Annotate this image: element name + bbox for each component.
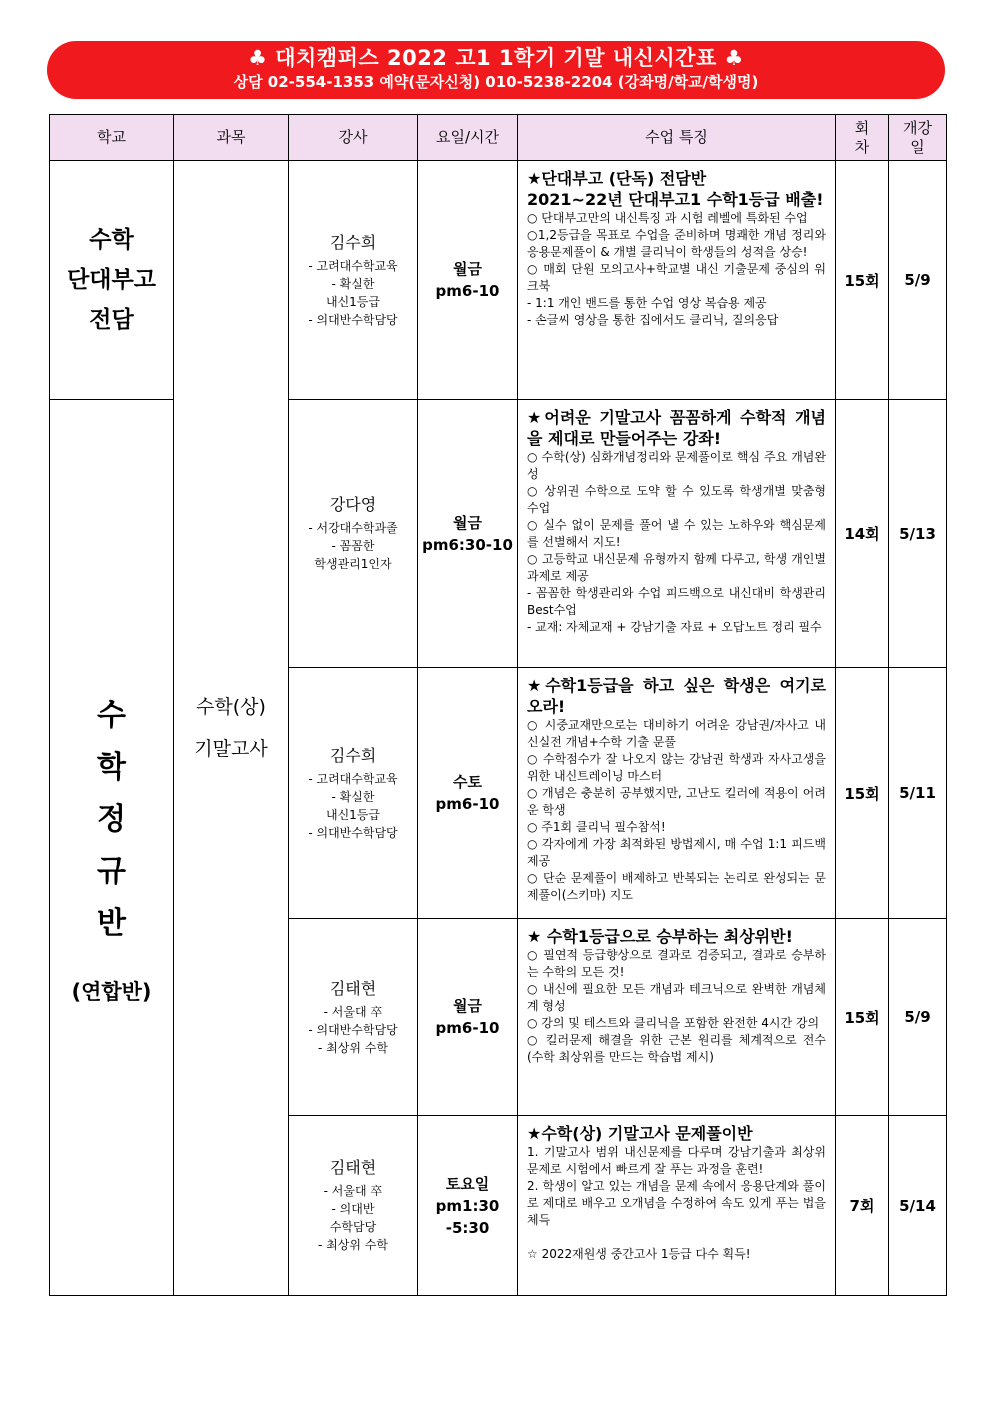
teacher-info: - 최상위 수학 [318, 1040, 388, 1055]
feature-line: 1. 기말고사 범위 내신문제를 다루며 강남기출과 최상위 문제로 시험에서 빠르게 잘 푸는 과정을 훈련! [527, 1145, 826, 1176]
start-date: 5/9 [889, 161, 947, 400]
feature-line: ○ 단순 문제풀이 배제하고 반복되는 논리로 완성되는 문제풀이(스키마) 지도 [527, 871, 826, 902]
school-line: 단대부고 [67, 267, 156, 293]
feature-line: - 손글씨 영상을 통한 집에서도 클리닉, 질의응답 [527, 313, 779, 327]
col-header-school: 학교 [50, 115, 174, 161]
start-date: 5/14 [889, 1116, 947, 1296]
feature-headline: ★어려운 기말고사 꼼꼼하게 수학적 개념을 제대로 만들어주는 강좌! [527, 408, 826, 448]
page-title: ♣ 대치캠퍼스 2022 고1 1학기 기말 내신시간표 ♣ [248, 46, 744, 70]
feature-line: ○ 강의 및 테스트와 클리닉을 포함한 완전한 4시간 강의 [527, 1016, 820, 1030]
features-cell [518, 1116, 836, 1296]
start-date: 5/13 [889, 400, 947, 668]
teacher-info: - 꼼꼼한 [331, 539, 375, 553]
school-char: 규 [97, 853, 126, 889]
feature-line: ○1,2등급을 목표로 수업을 준비하며 명쾌한 개념 정리와 응용문제풀이 & 개별 클리닉이 학생들의 성적을 상승! [527, 228, 826, 259]
teacher-name: 김태현 [329, 978, 377, 998]
teacher-name: 김수희 [329, 745, 377, 765]
time-hours: -5:30 [445, 1218, 490, 1237]
teacher-info: 수학담당 [329, 1220, 377, 1234]
feature-line [527, 1229, 826, 1246]
time-day: 월금 [453, 260, 482, 278]
col-header-features: 수업 특징 [518, 115, 836, 161]
feature-line: ○ 실수 없이 문제를 풀어 낼 수 있는 노하우와 핵심문제를 선별해서 지도! [527, 518, 826, 549]
school-line: 수학 [89, 227, 134, 253]
teacher-info: - 고려대수학교육 [308, 771, 398, 786]
contact-info: 상담 02-554-1353 예약(문자신청) 010-5238-2204 (강좌명/학교/학생명) [233, 73, 759, 91]
school-sub: (연합반) [71, 979, 152, 1004]
table-row [50, 161, 947, 400]
feature-line: - 꼼꼼한 학생관리와 수업 피드백으로 내신대비 학생관리 Best수업 [527, 586, 826, 617]
session-count: 15회 [836, 919, 889, 1116]
col-header-subject: 과목 [174, 115, 289, 161]
teacher-info: - 의대반 [331, 1202, 375, 1216]
feature-line: - 교재: 자체교재 + 강남기출 자료 + 오답노트 정리 필수 [527, 620, 822, 634]
time-hours: pm6-10 [435, 795, 500, 813]
features-cell [518, 161, 836, 400]
time-hours: pm6-10 [435, 282, 500, 300]
feature-headline: ★수학1등급을 하고 싶은 학생은 여기로 오라! [527, 676, 826, 716]
teacher-info: 내신1등급 [325, 807, 380, 822]
teacher-name: 김수희 [329, 232, 377, 252]
feature-line: ☆ 2022재원생 중간고사 1등급 다수 획득! [527, 1247, 751, 1261]
feature-line: ○ 매회 단원 모의고사+학교별 내신 기출문제 중심의 워크북 [527, 262, 826, 293]
feature-line: ○ 상위권 수학으로 도약 할 수 있도록 학생개별 맞춤형 수업 [527, 484, 826, 515]
teacher-cell [289, 161, 418, 400]
time-cell [418, 400, 518, 668]
session-count: 14회 [836, 400, 889, 668]
teacher-info: - 최상위 수학 [318, 1238, 388, 1252]
teacher-info: - 의대반수학담당 [308, 312, 398, 327]
feature-line: ○ 수학(상) 심화개념정리와 문제풀이로 핵심 주요 개념완성 [527, 450, 826, 481]
school-cell-dandae [50, 161, 174, 400]
school-char: 반 [97, 905, 126, 941]
col-header-count: 회 차 [836, 115, 889, 161]
school-char: 학 [97, 749, 126, 785]
features-cell [518, 400, 836, 668]
feature-line: - 1:1 개인 밴드를 통한 수업 영상 복습용 제공 [527, 296, 767, 310]
teacher-info: 내신1등급 [325, 294, 380, 309]
time-day: 월금 [453, 997, 482, 1015]
teacher-info: - 확실한 [331, 276, 375, 291]
time-hours: pm1:30 [435, 1196, 500, 1215]
feature-line: ○ 주1회 클리닉 필수참석! [527, 820, 666, 834]
teacher-info: - 의대반수학담당 [308, 825, 398, 840]
feature-line: ○ 개념은 충분히 공부했지만, 고난도 킬러에 적용이 어려운 학생 [527, 786, 826, 817]
time-day: 토요일 [445, 1174, 490, 1193]
features-cell [518, 668, 836, 919]
feature-line: ○ 단대부고만의 내신특징 과 시험 레벨에 특화된 수업 [527, 211, 808, 225]
start-date: 5/9 [889, 919, 947, 1116]
feature-line: 2. 학생이 알고 있는 개념을 문제 속에서 응용단계와 풀이로 제대로 배우고 오개념을 수정하여 속도 있게 푸는 법을 체득 [527, 1179, 826, 1227]
time-cell [418, 161, 518, 400]
time-cell [418, 919, 518, 1116]
title-banner [47, 41, 945, 99]
teacher-cell [289, 668, 418, 919]
teacher-info: - 확실한 [331, 789, 375, 804]
teacher-info: - 서울대 卒 [323, 1184, 383, 1198]
teacher-cell [289, 400, 418, 668]
time-hours: pm6-10 [435, 1019, 500, 1037]
teacher-info: - 서울대 卒 [323, 1004, 383, 1019]
session-count: 7회 [836, 1116, 889, 1296]
teacher-cell [289, 1116, 418, 1296]
feature-headline: ★수학(상) 기말고사 문제풀이반 [527, 1124, 753, 1143]
schedule-table [49, 114, 947, 1296]
col-header-open: 개강 일 [889, 115, 947, 161]
feature-line: ○ 시중교재만으로는 대비하기 어려운 강남권/자사고 내신실전 개념+수학 기출 문풀 [527, 718, 826, 749]
teacher-name: 김태현 [329, 1158, 377, 1177]
school-line: 전담 [89, 307, 134, 333]
time-cell [418, 668, 518, 919]
features-cell [518, 919, 836, 1116]
start-date: 5/11 [889, 668, 947, 919]
subject-line: 수학(상) [196, 696, 266, 718]
feature-line: ○ 각자에게 가장 최적화된 방법제시, 매 수업 1:1 피드백 제공 [527, 837, 826, 868]
school-char: 정 [97, 801, 126, 837]
time-hours: pm6:30-10 [422, 535, 513, 554]
time-day: 수토 [453, 773, 482, 791]
feature-line: ○ 고등학교 내신문제 유형까지 함께 다루고, 학생 개인별 과제로 제공 [527, 552, 826, 583]
teacher-info: - 고려대수학교육 [308, 258, 398, 273]
feature-headline: ★ 수학1등급으로 승부하는 최상위반! [527, 927, 793, 946]
session-count: 15회 [836, 161, 889, 400]
feature-line: ○ 킬러문제 해결을 위한 근본 원리를 체계적으로 전수 (수학 최상위를 만드는 학습법 제시) [527, 1033, 826, 1064]
time-day: 월금 [453, 513, 482, 532]
subject-line: 기말고사 [194, 738, 268, 760]
session-count: 15회 [836, 668, 889, 919]
feature-headline: ★단대부고 (단독) 전담반 [527, 169, 707, 188]
feature-line: ○ 수학점수가 잘 나오지 않는 강남권 학생과 자사고생을 위한 내신트레이닝 마스터 [527, 752, 826, 783]
feature-line: ○ 내신에 필요한 모든 개념과 테크닉으로 완벽한 개념체계 형성 [527, 982, 826, 1013]
teacher-info: - 의대반수학담당 [308, 1022, 398, 1037]
teacher-info: - 서강대수학과졸 [308, 521, 398, 535]
school-char: 수 [97, 697, 126, 733]
time-cell [418, 1116, 518, 1296]
school-cell-regular [50, 400, 174, 1296]
teacher-info: 학생관리1인자 [314, 557, 392, 571]
feature-line: ○ 필연적 등급향상으로 결과로 검증되고, 결과로 승부하는 수학의 모든 것! [527, 948, 826, 979]
subject-cell [174, 161, 289, 1296]
header-row [50, 115, 947, 161]
feature-headline: 2021~22년 단대부고1 수학1등급 배출! [527, 190, 824, 209]
col-header-time: 요일/시간 [418, 115, 518, 161]
teacher-name: 강다영 [329, 495, 377, 514]
teacher-cell [289, 919, 418, 1116]
col-header-teacher: 강사 [289, 115, 418, 161]
